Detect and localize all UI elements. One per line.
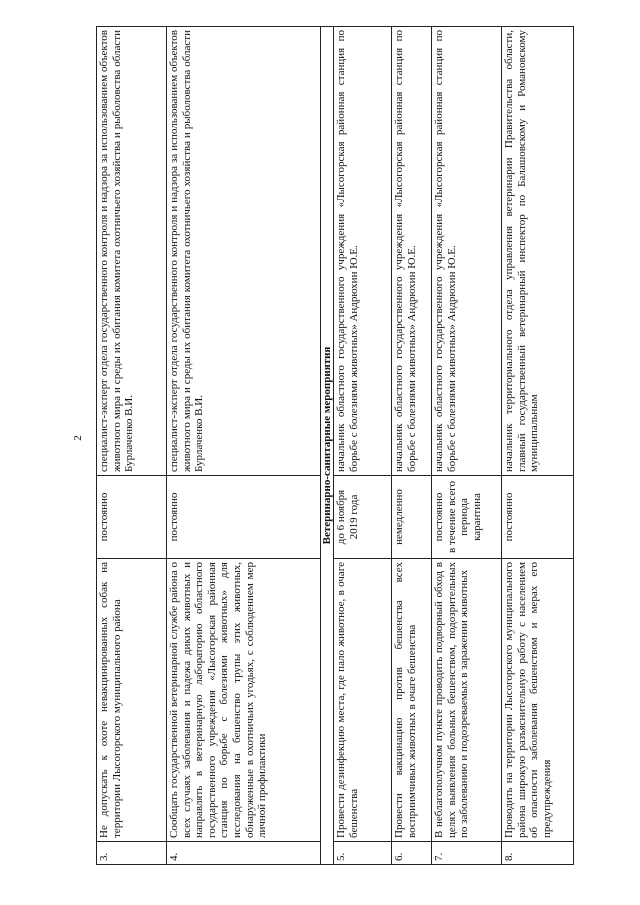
deadline-text: в течение всего периода карантина [445,481,483,553]
measure-text: Не допускать к охоте невакцинированных собак на территории Лысогорского муниципального района [97,559,167,842]
measure-text: Проводить на территории Лысогорского муниципального района широкую разъяснительную работу с населением об опасности заболевания бешенством и мерах его предупреждения [502,559,574,842]
measures-table [96,26,574,865]
responsible-text: начальник областного государственного учреждения «Лысогорская районная станция по борьбе с болезнями животных» Андрюхин Ю.Е. [334,27,392,476]
row-number: 6. [392,842,432,865]
page-number: 2 [72,435,84,441]
deadline-text: до 6 ноября 2019 года [334,476,392,559]
measure-text: В неблагополучном пункте проводить подворный обход в целях выявления больных бешенством, подозрительных по заболеванию и подозреваемых в заражении животных [432,559,502,842]
row-number: 8. [502,842,574,865]
measure-text: Провести вакцинацию против бешенства всех восприимчивых животных в очаге бешенства [392,559,432,842]
table-row [432,27,502,865]
responsible-text: начальник областного государственного учреждения «Лысогорская районная станция по борьбе с болезнями животных» Андрюхин Ю.Е. [432,27,502,476]
section-title: Ветеринарно-санитарные мероприятия [321,27,334,865]
deadline-prefix: постоянно [433,492,445,542]
responsible-text: начальник территориального отдела управления ветеринарии Правительства области, главный государственный ветеринарный инспектор по Балашовскому и Романовскому муниципальным [502,27,574,476]
row-number: 7. [432,842,502,865]
deadline-text: немедленно [392,476,432,559]
deadline-cell [432,476,502,559]
table-row [167,27,321,865]
deadline-text: постоянно [97,476,167,559]
section-header-row [321,27,334,865]
row-number: 4. [167,842,321,865]
table-row [97,27,167,865]
table-row [334,27,392,865]
table-row [392,27,432,865]
table-row [502,27,574,865]
row-number: 3. [97,842,167,865]
deadline-text: постоянно [502,476,574,559]
responsible-text: специалист-эксперт отдела государственного контроля и надзора за использованием объектов животного мира и среды их обитания комитета охотничьего хозяйства и рыболовства области Бурлаченко В.И. [97,27,167,476]
responsible-text: начальник областного государственного учреждения «Лысогорская районная станция по борьбе с болезнями животных» Андрюхин Ю.Е. [392,27,432,476]
responsible-text: специалист-эксперт отдела государственного контроля и надзора за использованием объектов животного мира и среды их обитания комитета охотничьего хозяйства и рыболовства области Бурлаченко В.И. [167,27,321,476]
deadline-text: постоянно [167,476,321,559]
measure-text: Провести дезинфекцию места, где пало животное, в очаге бешенства [334,559,392,842]
measure-text: Сообщать государственной ветеринарной службе района о всех случаях заболевания и падежа диких животных и направлять в ветеринарную лабораторию областного государственного учреждения «Лысогорская районная станция по борьбе с болезнями животных» для исследования на бешенство трупы этих животных, обнаруженные в охотничьих угодьях, с соблюдением мер личной профилактики [167,559,321,842]
row-number: 5. [334,842,392,865]
rotated-document-page [96,29,604,865]
